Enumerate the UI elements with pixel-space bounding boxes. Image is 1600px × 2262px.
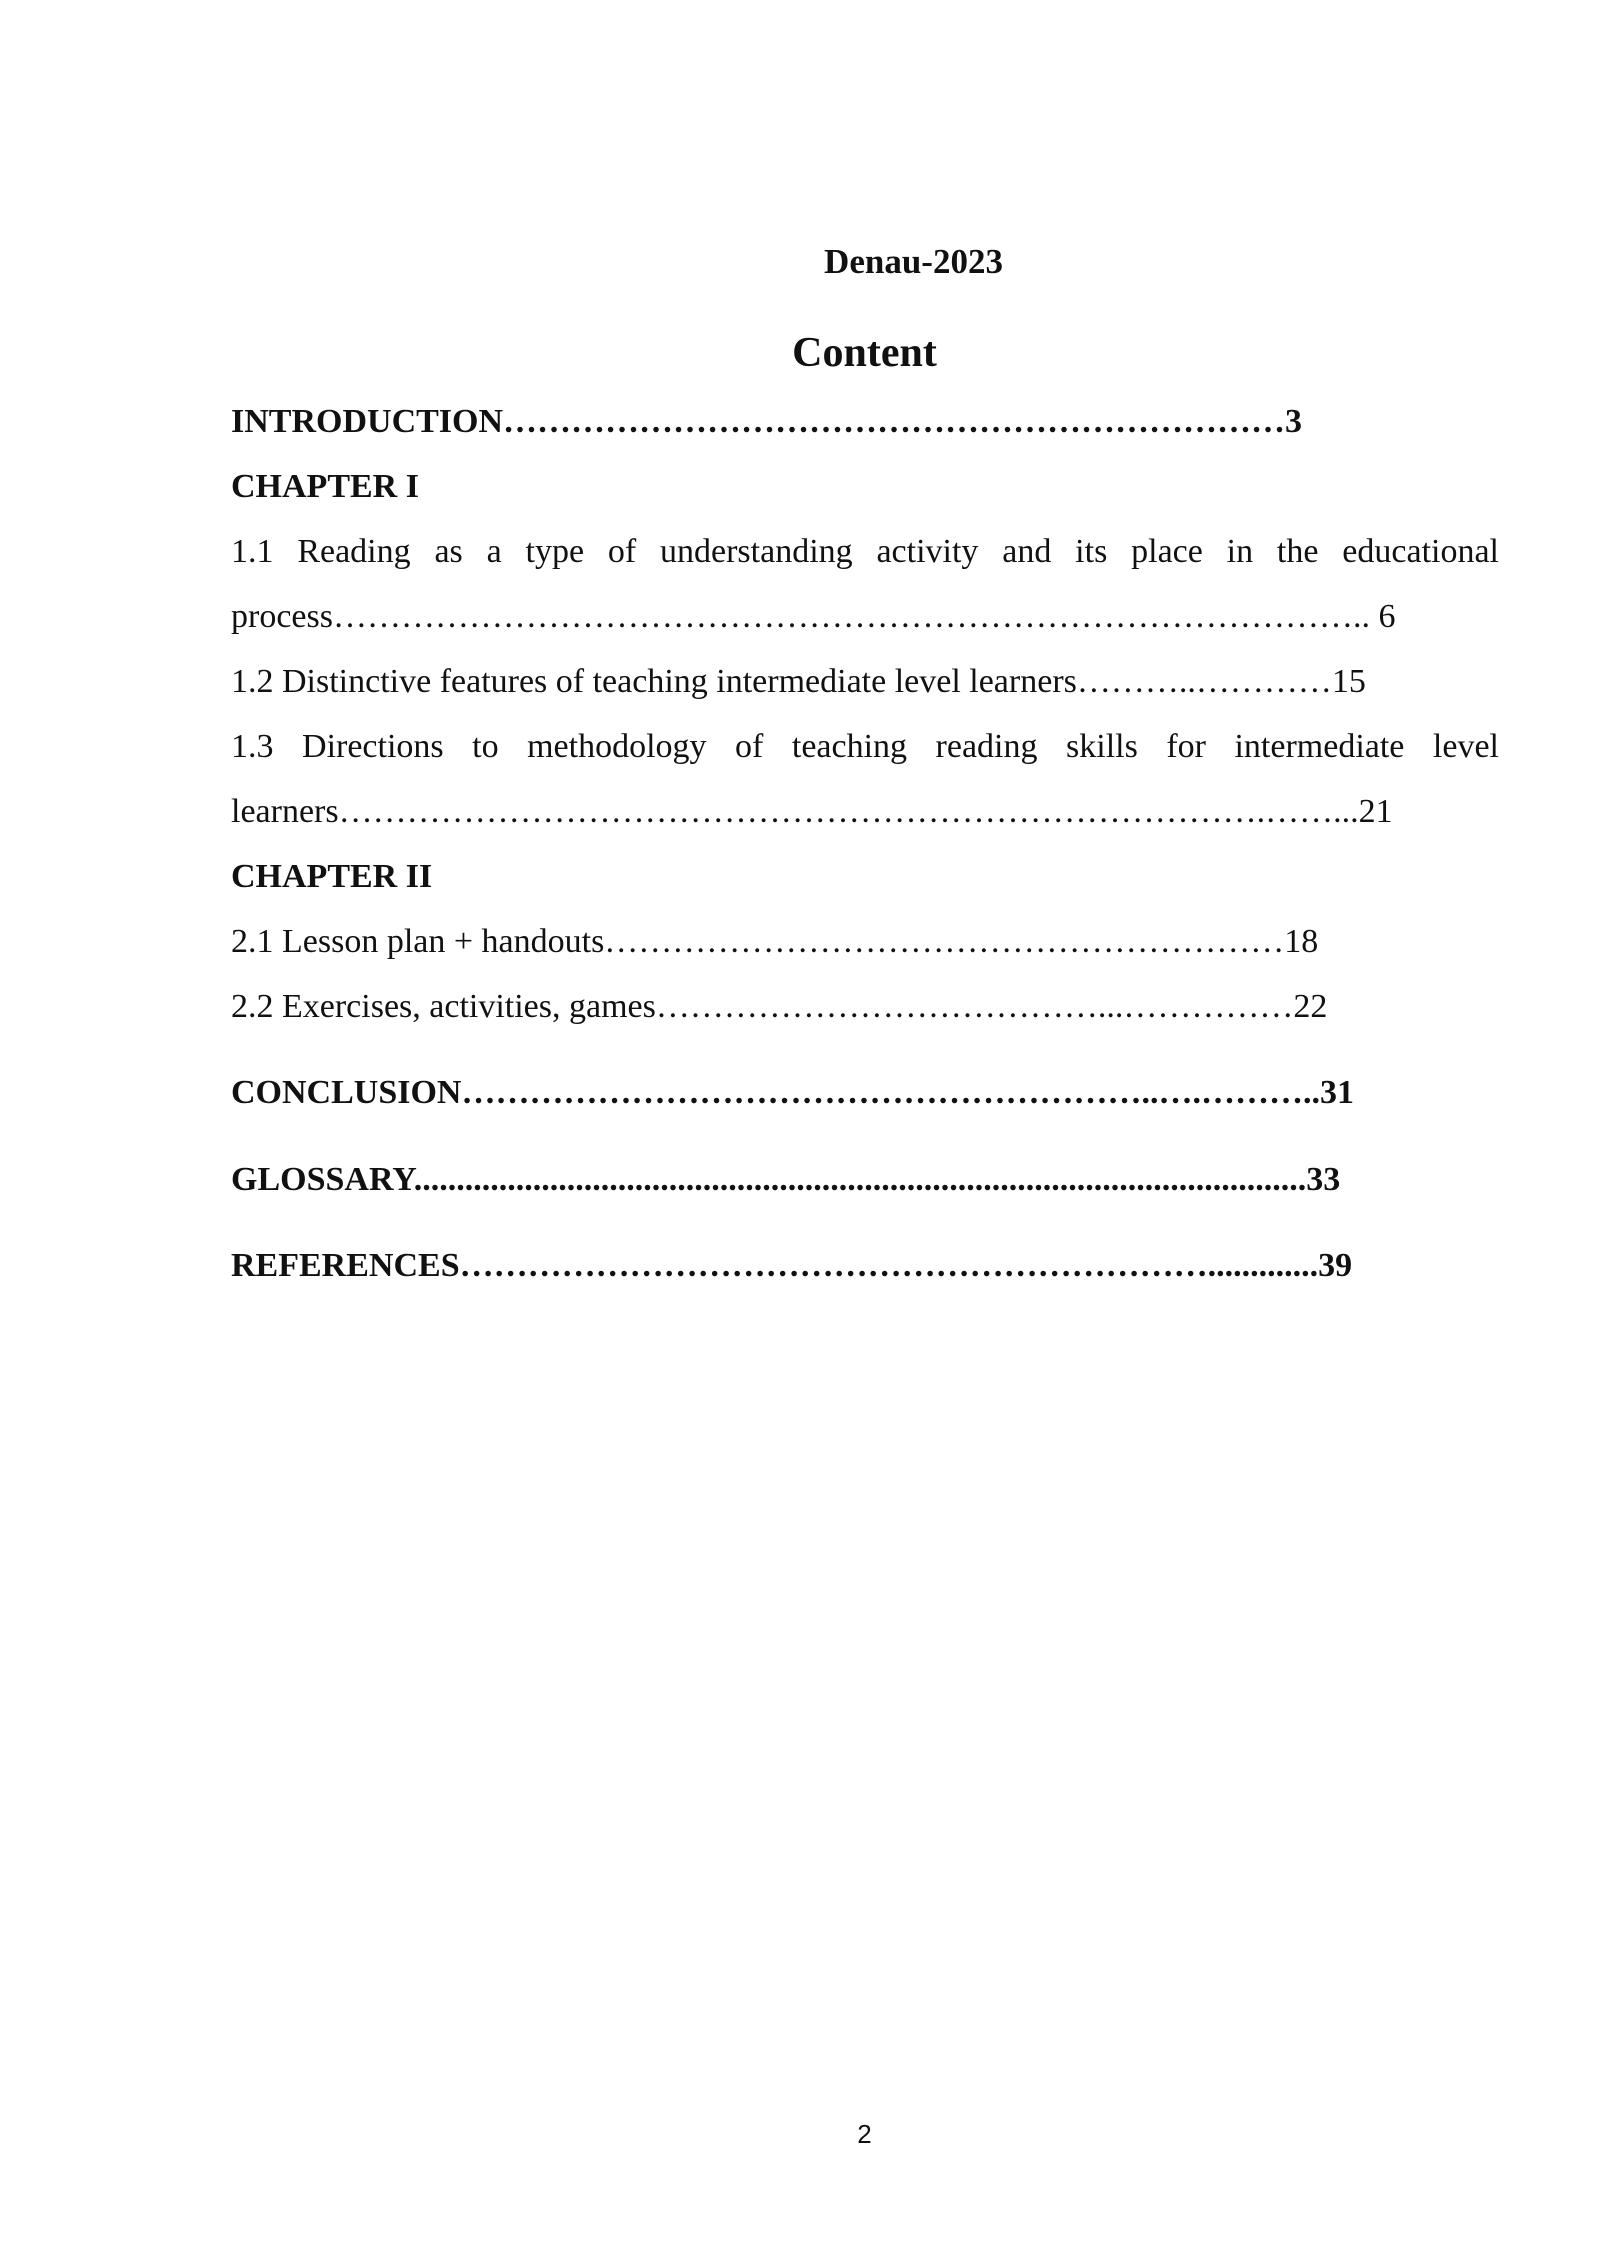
toc-entry-glossary: GLOSSARY.........................................................................................................33 xyxy=(231,1161,1341,1198)
toc-entry-introduction: INTRODUCTION……………………………………………………………3 xyxy=(231,403,1303,440)
toc-heading-chapter-2: CHAPTER II xyxy=(231,858,433,895)
toc-entry-2-2: 2.2 Exercises, activities, games…………………………………...……………22 xyxy=(231,988,1328,1025)
toc-entry-1-3-line-1: 1.3 Directions to methodology of teaching reading skills for intermediate level xyxy=(231,728,1499,765)
toc-entry-1-1-line-1: 1.1 Reading as a type of understanding activity and its place in the educational xyxy=(231,533,1499,570)
toc-entry-references: REFERENCES………………………………………………………….............39 xyxy=(231,1247,1353,1284)
place-year-heading: Denau-2023 xyxy=(824,242,1003,281)
toc-entry-1-3-line-2: learners……………………………………………………………………….……...21 xyxy=(231,793,1393,830)
toc-heading-chapter-1: CHAPTER I xyxy=(231,468,419,505)
page-number: 2 xyxy=(857,2119,872,2149)
toc-entry-2-1: 2.1 Lesson plan + handouts……………………………………………………18 xyxy=(231,923,1319,960)
toc-entry-1-1-line-2: process……………………………………………………………………………….. 6 xyxy=(231,598,1396,635)
page-title: Content xyxy=(792,330,937,376)
toc-entry-1-2: 1.2 Distinctive features of teaching intermediate level learners………..…………15 xyxy=(231,663,1366,700)
toc-entry-conclusion: CONCLUSION……………………………………………………..….………..31 xyxy=(231,1074,1354,1111)
